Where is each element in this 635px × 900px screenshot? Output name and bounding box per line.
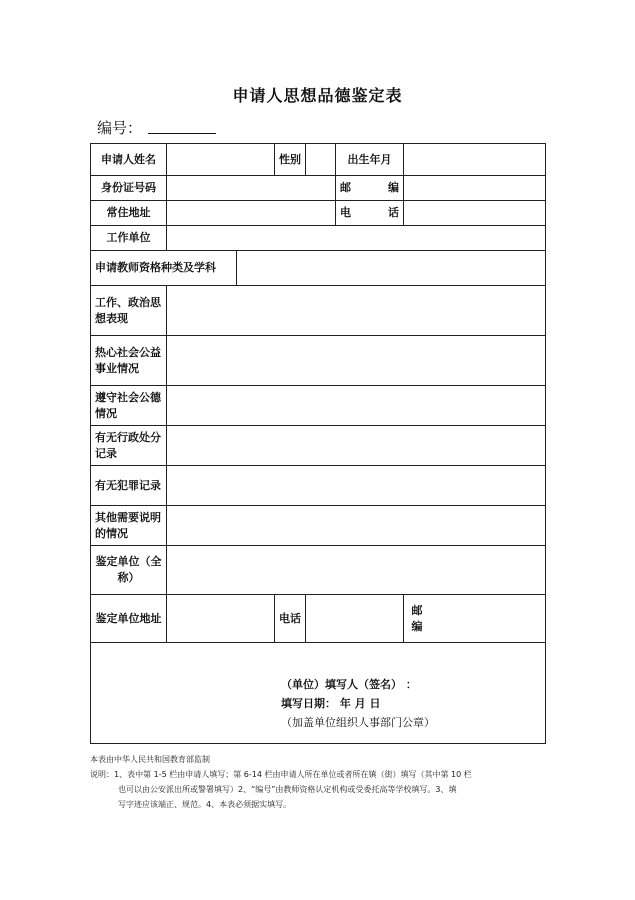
other-remarks-label: 其他需要说明的情况 [91,506,167,546]
admin-penalty-label: 有无行政处分记录 [91,426,167,466]
org-address-label: 鉴定单位地址 [91,595,167,643]
table-row [91,643,546,744]
instructions-line-1: 说明：1、表中第 1-5 栏由申请人填写；第 6-14 栏由申请人所在单位或者所在镇（街）填写（其中第 10 栏 [90,770,472,779]
public-welfare-field[interactable] [167,336,546,386]
seal-note: （加盖单位组织人事部门公章） [281,716,435,729]
political-performance-field[interactable] [167,286,546,336]
page-title: 申请人思想品德鉴定表 [232,86,403,105]
table-row [91,176,546,201]
signature-cell [91,643,546,744]
public-welfare-label: 热心社会公益事业情况 [91,336,167,386]
phone-label: 电话 [336,201,404,226]
table-row [91,426,546,466]
appraisal-form-table [90,143,546,744]
org-phone-field[interactable] [306,595,404,643]
postcode-field[interactable] [404,176,546,201]
table-row [91,144,546,176]
instructions-line-3: 写字迹应该端正、规范。4、本表必须据实填写。 [118,800,292,809]
footnotes [90,752,550,812]
fill-date-label: 填写日期： 年 月 日 [281,697,381,710]
phone-field[interactable] [404,201,546,226]
address-field[interactable] [167,201,336,226]
table-row [91,336,546,386]
address-label: 常住地址 [91,201,167,226]
table-row [91,251,546,286]
org-postcode-label: 邮编 [411,603,423,633]
filler-signature-label: （单位）填写人（签名） ： [281,678,417,691]
org-address-field[interactable] [167,595,275,643]
public-morality-field[interactable] [167,386,546,426]
postcode-label: 邮编 [336,176,404,201]
table-row [91,286,546,336]
work-unit-label: 工作单位 [91,226,167,251]
instructions-line-2: 也可以由公安派出所或警署填写）2、“编号”由教师资格认定机构或受委托高等学校填写。3、填 [118,785,457,794]
public-morality-label: 遵守社会公德情况 [91,386,167,426]
political-performance-label: 工作、政治思想表现 [91,286,167,336]
table-row [91,466,546,506]
birth-date-field[interactable] [404,144,546,176]
org-postcode-cell [404,595,546,643]
gender-field[interactable] [306,144,336,176]
work-unit-field[interactable] [167,226,546,251]
table-row [91,506,546,546]
table-row [91,226,546,251]
table-row [91,546,546,595]
birth-date-label: 出生年月 [336,144,404,176]
other-remarks-field[interactable] [167,506,546,546]
id-number-field[interactable] [167,176,336,201]
name-field[interactable] [167,144,275,176]
serial-number-field[interactable] [148,133,216,134]
qualification-label: 申请教师资格种类及学科 [91,251,237,286]
appraisal-org-field[interactable] [167,546,546,595]
criminal-record-label: 有无犯罪记录 [91,466,167,506]
table-row [91,386,546,426]
table-row [91,201,546,226]
id-number-label: 身份证号码 [91,176,167,201]
qualification-field[interactable] [237,251,546,286]
appraisal-org-label: 鉴定单位（全称） [91,546,167,595]
name-label: 申请人姓名 [91,144,167,176]
org-phone-label: 电话 [275,595,306,643]
serial-number-label: 编号： [97,119,143,137]
gender-label: 性别 [275,144,306,176]
supervisor-note: 本表由中华人民共和国教育部监制 [90,755,210,764]
table-row [91,595,546,643]
admin-penalty-field[interactable] [167,426,546,466]
criminal-record-field[interactable] [167,466,546,506]
